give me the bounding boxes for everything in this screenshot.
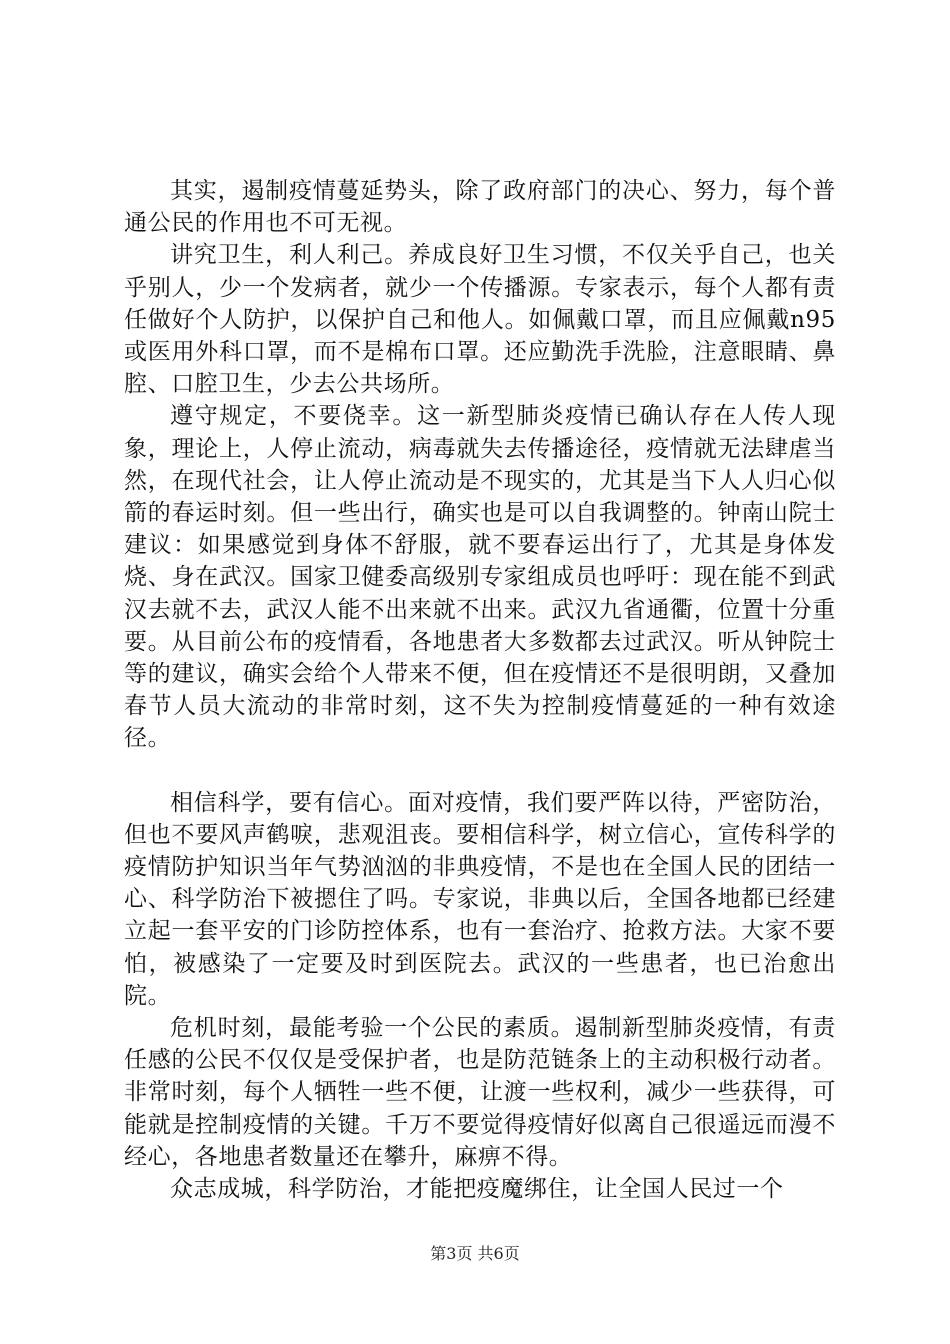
paragraph: 众志成城，科学防治，才能把疫魔绑住，让全国人民过一个: [170, 1176, 784, 1203]
paragraph: 危机时刻，最能考验一个公民的素质。遏制新型肺炎疫情，有责任感的公民不仅仅是受保护者，也是防范链条上的主动积极行动者。非常时刻，每个人牺牲一些不便，让渡一些权利，减少一些获得，可能就是控制疫情的关键。千万不要觉得疫情好似离自己很遥远而漫不经心，各地患者数量还在攀升，麻痹不得。: [124, 1015, 836, 1170]
paragraph: 遵守规定，不要侥幸。这一新型肺炎疫情已确认存在人传人现象，理论上，人停止流动，病毒就失去传播途径，疫情就无法肆虐当然，在现代社会，让人停止流动是不现实的，尤其是当下人人归心似箭的春运时刻。但一些出行，确实也是可以自我调整的。钟南山院士建议：如果感觉到身体不舒服，就不要春运出行了，尤其是身体发烧、身在武汉。国家卫健委高级别专家组成员也呼吁：现在能不到武汉去就不去，武汉人能不出来就不出来。武汉九省通衢，位置十分重要。从目前公布的疫情看，各地患者大多数都去过武汉。听从钟院士等的建议，确实会给个人带来不便，但在疫情还不是很明朗，又叠加春节人员大流动的非常时刻，这不失为控制疫情蔓延的一种有效途径。: [124, 403, 836, 752]
paragraph: 其实，遏制疫情蔓延势头，除了政府部门的决心、努力，每个普通公民的作用也不可无视。: [124, 178, 836, 237]
paragraph: 相信科学，要有信心。面对疫情，我们要严阵以待，严密防治，但也不要风声鹤唳，悲观沮丧。要相信科学，树立信心，宣传科学的疫情防护知识当年气势汹汹的非典疫情，不是也在全国人民的团结一心、科学防治下被摁住了吗。专家说，非典以后，全国各地都已经建立起一套平安的门诊防控体系，也有一套治疗、抢救方法。大家不要怕，被感染了一定要及时到医院去。武汉的一些患者，也已治愈出院。: [124, 789, 836, 1009]
page-number-footer: 第3页 共6页: [430, 1244, 520, 1263]
paragraph: 讲究卫生，利人利己。养成良好卫生习惯，不仅关乎自己，也关乎别人，少一个发病者，就少一个传播源。专家表示，每个人都有责任做好个人防护，以保护自己和他人。如佩戴口罩，而且应佩戴n95或医用外科口罩，而不是棉布口罩。还应勤洗手洗脸，注意眼睛、鼻腔、口腔卫生，少去公共场所。: [124, 242, 836, 398]
document-body: [124, 175, 836, 1205]
